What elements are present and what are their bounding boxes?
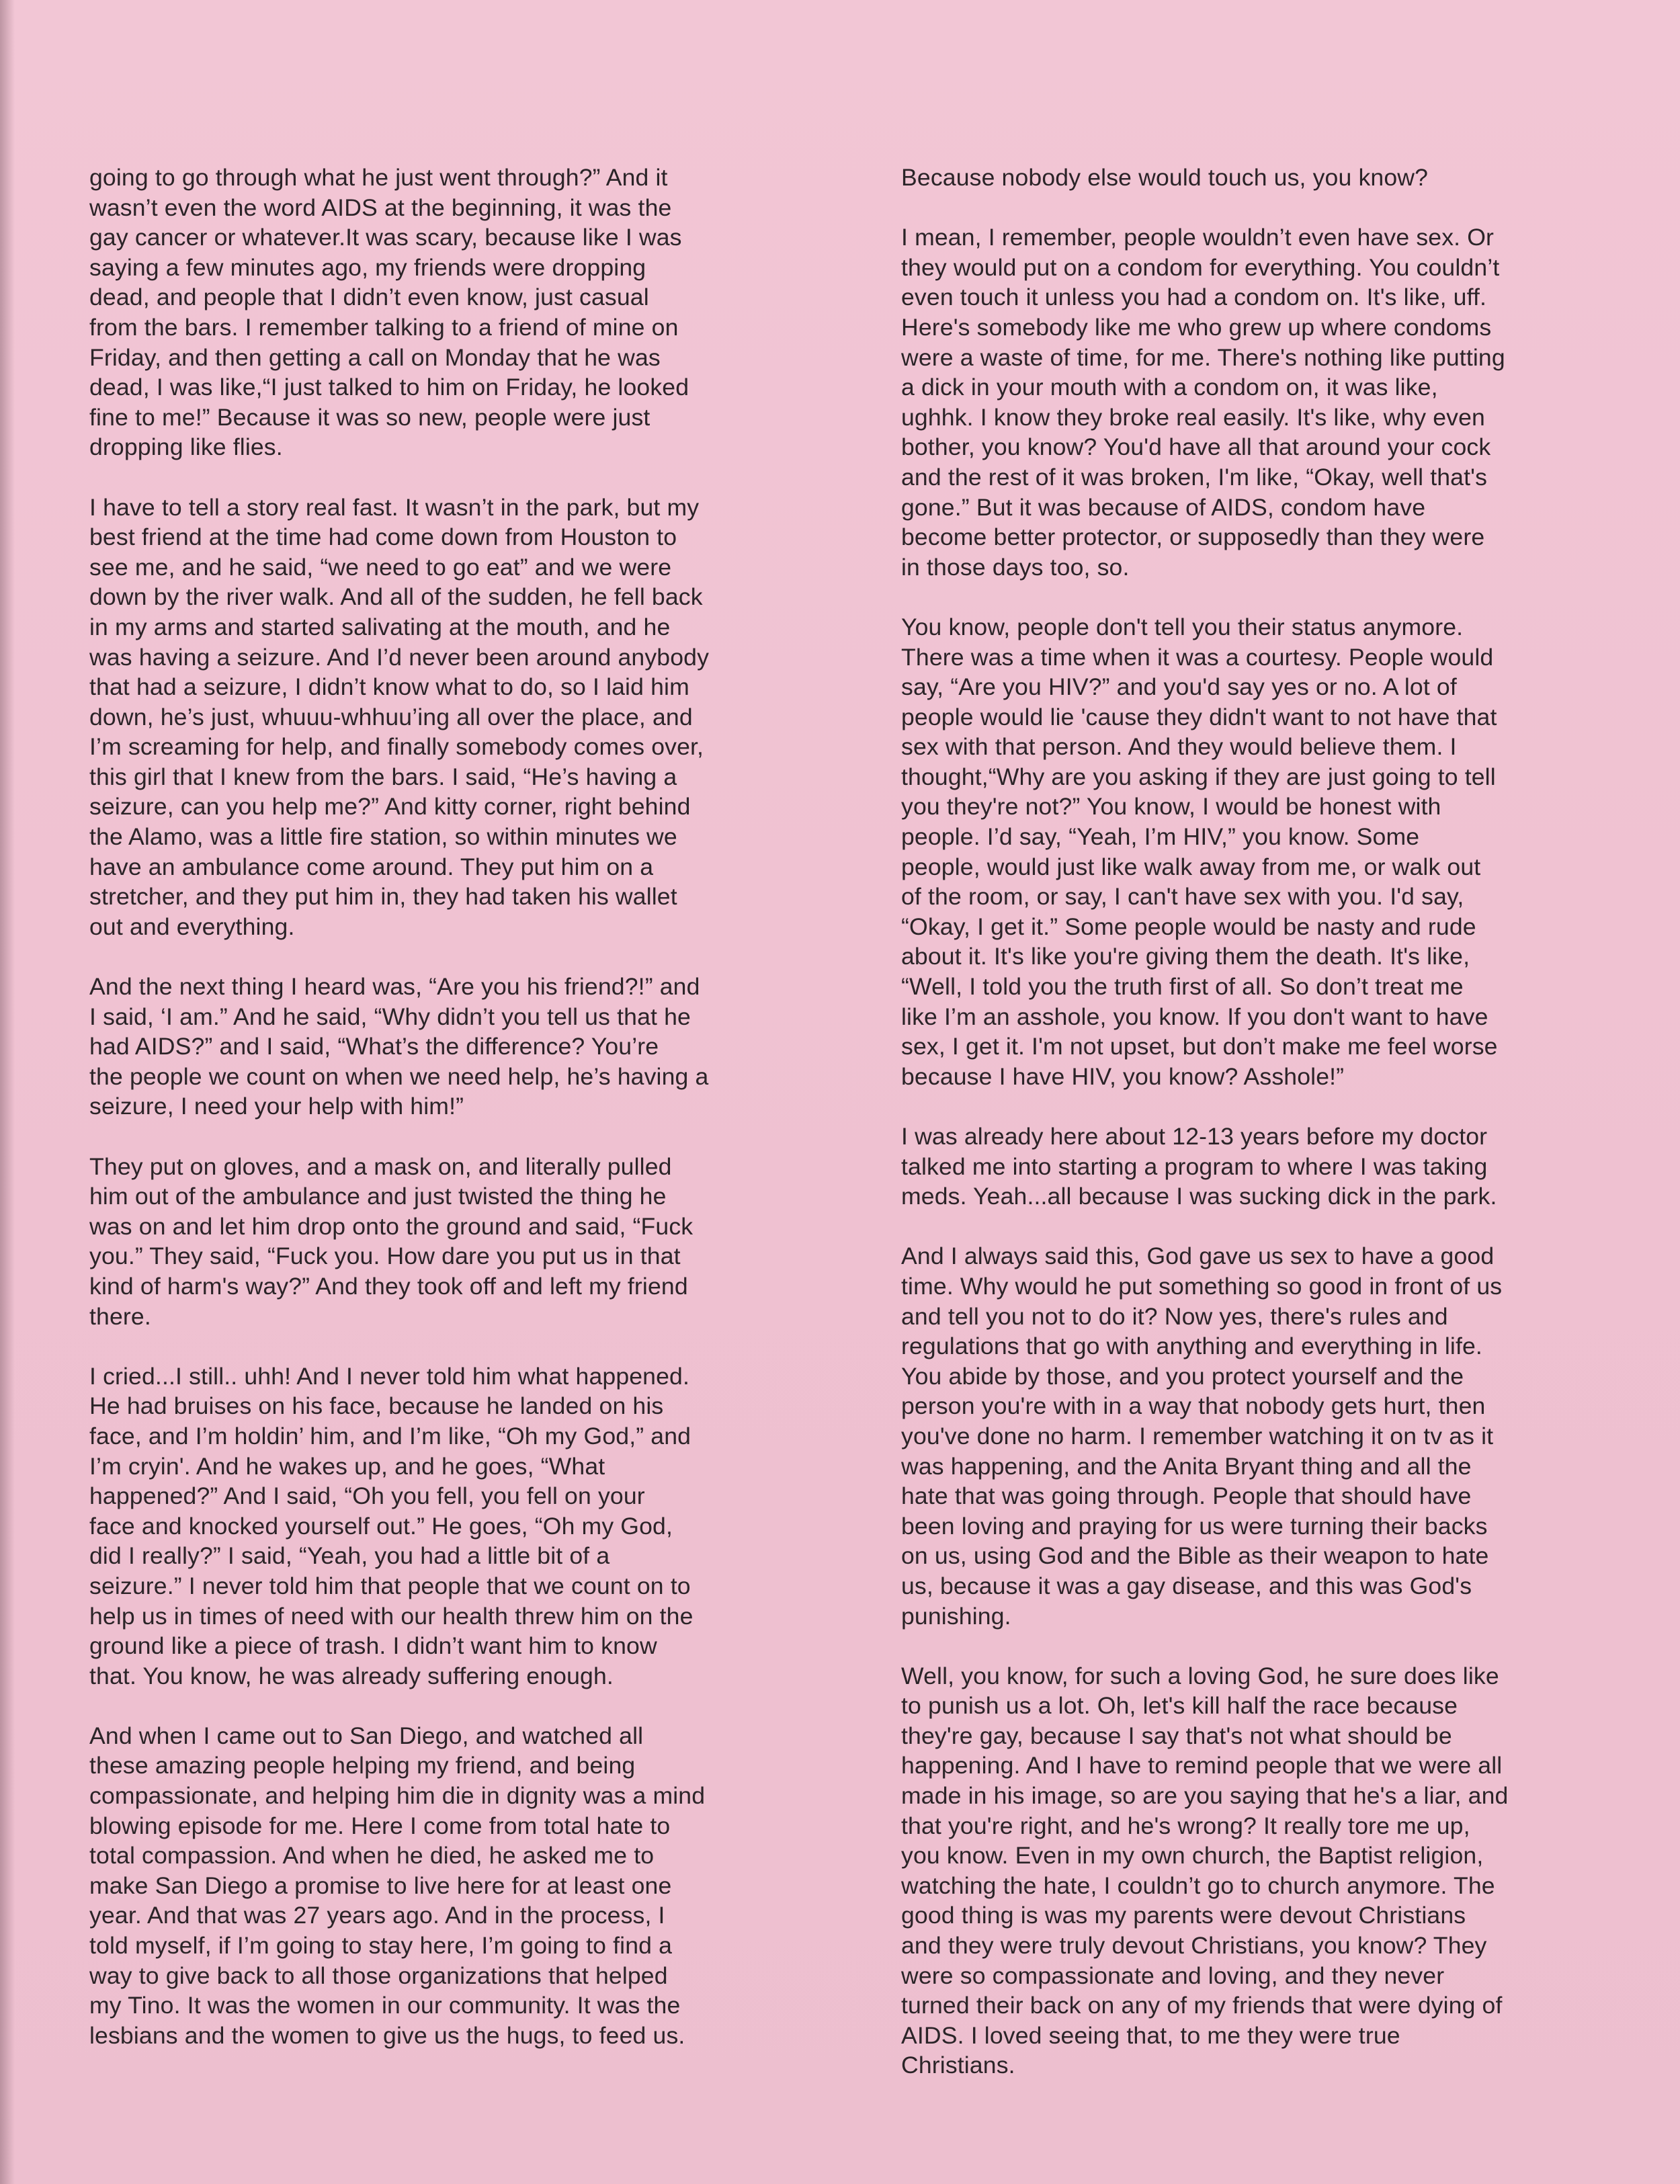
paragraph: And when I came out to San Diego, and watched all these amazing people helping my friend, and being compassionate, and helping him die in dignity was a mind blowing episode for me. Here I come from total hate to total compassion. And when he died, he asked me to make San Diego a promise to live here for at least one year. And that was 27 years ago. And in the process, I told myself, if I’m going to stay here, I’m going to find a way to give back to all those organizations that helped my Tino. It was the women in our community. It was the lesbians and the women to give us the hugs, to feed us.	[89, 1722, 706, 2049]
paragraph: going to go through what he just went through?” And it wasn’t even the word AIDS at the beginning, it was the gay cancer or whatever.It was scary, because like I was saying a few minutes ago, my friends were dropping dead, and people that I didn’t even know, just casual from the bars. I remember talking to a friend of mine on Friday, and then getting a call on Monday that he was dead, I was like,“I just talked to him on Friday, he looked fine to me!” Because it was so new, people were just dropping like flies.	[89, 164, 689, 461]
paragraph: I mean, I remember, people wouldn’t even have sex. Or they would put on a condom for everything. You couldn’t even touch it unless you had a condom on. It's like, uff. Here's somebody like me who grew up where condoms were a waste of time, for me. There's nothing like putting a dick in your mouth with a condom on, it was like, ughhk. I know they broke real easily. It's like, why even bother, you know? You'd have all that around your cock and the rest of it was broken, I'm like, “Okay, well that's gone.” But it was because of AIDS, condom have become better protector, or supposedly than they were in those days too, so.	[901, 224, 1505, 581]
paragraph: You know, people don't tell you their status anymore. There was a time when it was a courtesy. People would say, “Are you HIV?” and you'd say yes or no. A lot of people would lie 'cause they didn't want to not have that sex with that person. And they would believe them. I thought,“Why are you asking if they are just going to tell you they're not?” You know, I would be honest with people. I’d say, “Yeah, I’m HIV,” you know. Some people, would just like walk away from me, or walk out of the room, or say, I can't have sex with you. I'd say, “Okay, I get it.” Some people would be nasty and rude about it. It's like you're giving them the death. It's like, “Well, I told you the truth first of all. So don’t treat me like I’m an asshole, you know. If you don't want to have sex, I get it. I'm not upset, but don’t make me feel worse because I have HIV, you know? Asshole!”	[901, 613, 1498, 1090]
paragraph: I was already here about 12-13 years before my doctor talked me into starting a program to where I was taking meds. Yeah...all because I was sucking dick in the park.	[901, 1123, 1497, 1210]
paragraph: And the next thing I heard was, “Are you his friend?!” and I said, ‘I am.” And he said, “Why didn’t you tell us that he had AIDS?” and I said, “What’s the difference? You’re the people we count on when we need help, he’s having a seizure, I need your help with him!”	[89, 973, 709, 1120]
right-text-column	[901, 163, 1607, 2111]
paragraph: Because nobody else would touch us, you know?	[901, 164, 1429, 191]
paragraph: Well, you know, for such a loving God, he sure does like to punish us a lot. Oh, let's kill half the race because they're gay, because I say that's not what should be happening. And I have to remind people that we were all made in his image, so are you saying that he's a liar, and that you're right, and he's wrong? It really tore me up, you know. Even in my own church, the Baptist religion, watching the hate, I couldn’t go to church anymore. The good thing is was my parents were devout Christians and they were truly devout Christians, you know? They were so compassionate and loving, and they never turned their back on any of my friends that were dying of AIDS. I loved seeing that, to me they were true Christians.	[901, 1662, 1509, 2079]
paragraph: And I always said this, God gave us sex to have a good time. Why would he put something so good in front of us and tell you not to do it? Now yes, there's rules and regulations that go with anything and everything in life. You abide by those, and you protect yourself and the person you're with in a way that nobody gets hurt, then you've done no harm. I remember watching it on tv as it was happening, and the Anita Bryant thing and all the hate that was going through. People that should have been loving and praying for us were turning their backs on us, using God and the Bible as their weapon to hate us, because it was a gay disease, and this was God's punishing.	[901, 1243, 1503, 1630]
paragraph: I cried...I still.. uhh! And I never told him what happened. He had bruises on his face, because he landed on his face, and I’m holdin’ him, and I’m like, “Oh my God,” and I’m cryin'. And he wakes up, and he goes, “What happened?” And I said, “Oh you fell, you fell on your face and knocked yourself out.” He goes, “Oh my God, did I really?” I said, “Yeah, you had a little bit of a seizure.” I never told him that people that we count on to help us in times of need with our health threw him on the ground like a piece of trash. I didn’t want him to know that. You know, he was already suffering enough.	[89, 1362, 694, 1689]
left-text-column	[89, 163, 802, 2081]
paragraph: They put on gloves, and a mask on, and literally pulled him out of the ambulance and just twisted the thing he was on and let him drop onto the ground and said, “Fuck you.” They said, “Fuck you. How dare you put us in that kind of harm's way?” And they took off and left my friend there.	[89, 1152, 694, 1330]
paragraph: I have to tell a story real fast. It wasn’t in the park, but my best friend at the time had come down from Houston to see me, and he said, “we need to go eat” and we were down by the river walk. And all of the sudden, he fell back in my arms and started salivating at the mouth, and he was having a seizure. And I’d never been around anybody that had a seizure, I didn’t know what to do, so I laid him down, he’s just, whuuu-whhuu’ing all over the place, and I’m screaming for help, and finally somebody comes over, this girl that I knew from the bars. I said, “He’s having a seizure, can you help me?” And kitty corner, right behind the Alamo, was a little fire station, so within minutes we have an ambulance come around. They put him on a stretcher, and they put him in, they had taken his wallet out and everything.	[89, 493, 710, 940]
binding-shadow	[0, 0, 15, 2184]
